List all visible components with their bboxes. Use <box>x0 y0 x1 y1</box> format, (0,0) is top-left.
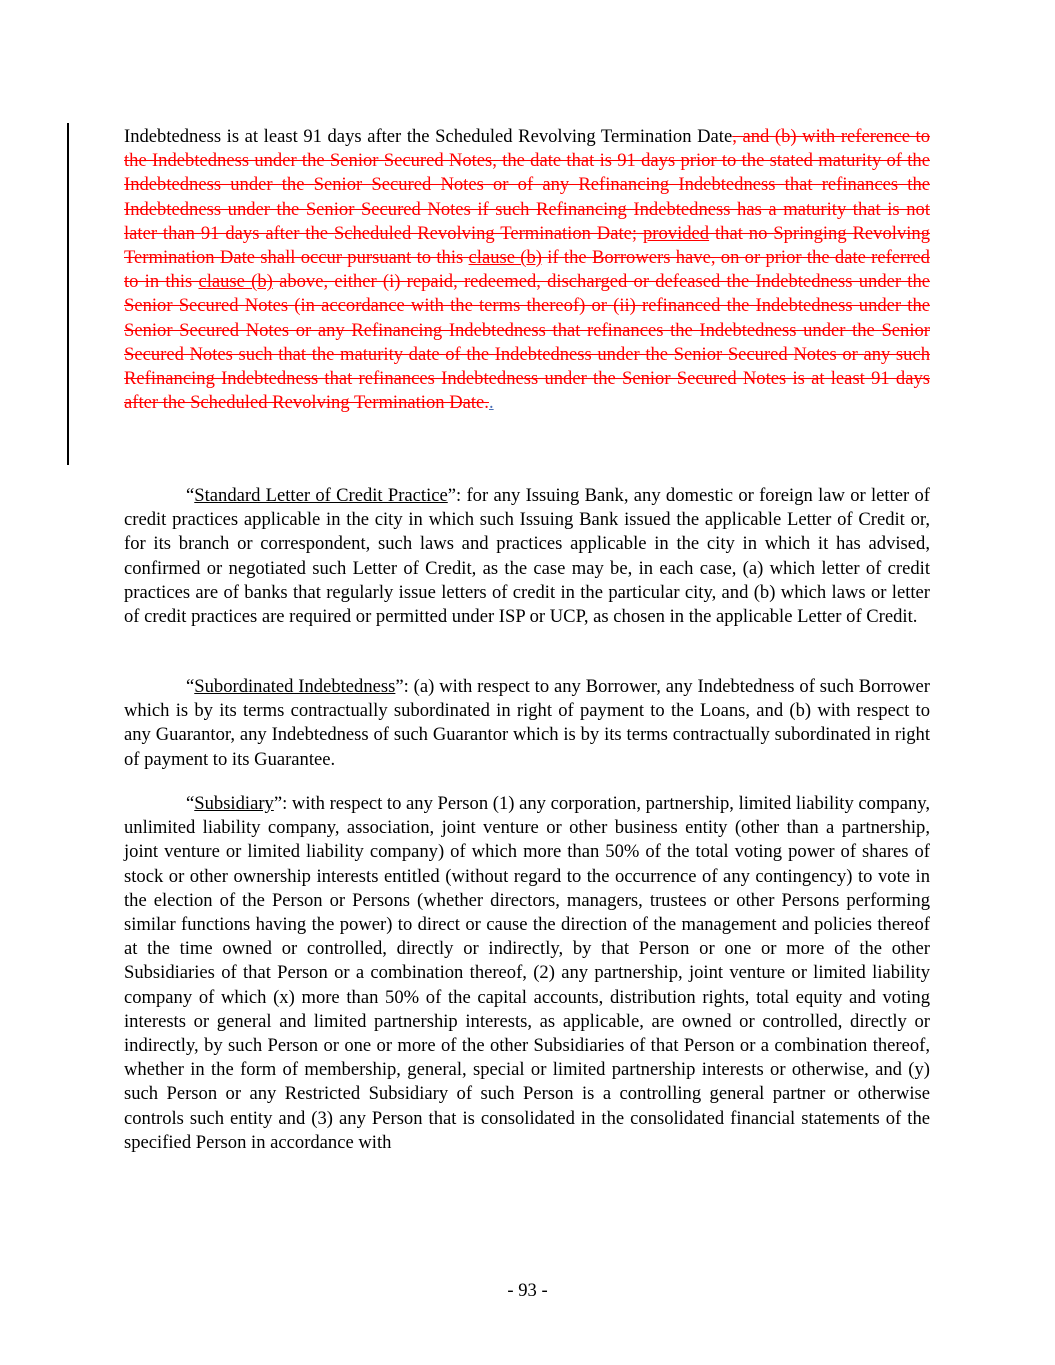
deleted-text: above, either (i) repaid, redeemed, discharged or defeased the Indebtedness under the Senior Secured Notes (in accordance with the terms thereof) or (ii) refinanced the Indebtedness under the Senior Secured Notes or any Refinancing Indebtedness that refinances the Indebtedness under the Senior Secured Notes such that the maturity date of the Indebtedness under the Senior Secured Notes or any such Refinancing Indebtedness that refinances Indebtedness under the Senior Secured Notes is at least 91 days after the Scheduled Revolving Termination Date. <box>124 271 931 414</box>
revision-change-bar <box>67 123 69 465</box>
definition-subordinated-indebtedness <box>124 675 930 772</box>
open-quote: “ <box>186 676 195 697</box>
definition-standard-letter-of-credit-practice <box>124 484 930 629</box>
definition-body: : (a) with respect to any Borrower, any Indebtedness of such Borrower which is by its terms contractually subordinated in right of payment to the Loans, and (b) with respect to any Guarantor, any Indebtedness of such Guarantor which is by its terms contractually subordinated in right of payment to its Guarantee. <box>124 676 930 770</box>
close-quote: ” <box>395 676 404 697</box>
kept-text: Indebtedness is at least 91 days after the Scheduled Revolving Termination Date <box>124 126 733 147</box>
defined-term: Subordinated Indebtedness <box>194 676 396 697</box>
deleted-clause-reference: clause (b) <box>198 271 273 293</box>
defined-term: Standard Letter of Credit Practice <box>194 485 448 506</box>
deleted-text: , and (b) with reference to the Indebtedness under the Senior Secured Notes, the date that is 91 days prior to the stated maturity of the Indebtedness under the Senior Secured Notes or of any Refinancing Indebtedness that refinances the Indebtedness under the Senior Secured Notes if such Refinancing Indebtedness has a maturity that is not later than 91 days after the Scheduled Revolving Termination Date; <box>124 126 931 244</box>
definition-body: : with respect to any Person (1) any corporation, partnership, limited liability company, unlimited liability company, association, joint venture or other business entity (other than a partnership, joint venture or limited liability company) of which more than 50% of the total voting power of shares of stock or other ownership interests entitled (without regard to the occurrence of any contingency) to vote in the election of the Person or Persons (whether directors, managers, trustees or other Persons performing similar functions having the power) to direct or cause the direction of the management and policies thereof at the time owned or controlled, directly or indirectly, by that Person or one or more of the other Subsidiaries of that Person or a combination thereof, (2) any partnership, joint venture or limited liability company of which (x) more than 50% of the capital accounts, distribution rights, total equity and voting interests or general and limited partnership interests, as applicable, are owned or controlled, directly or indirectly, by such Person or one or more of the other Subsidiaries of that Person or a combination thereof, whether in the form of membership, general, special or limited partnership interests or otherwise, and (y) such Person or any Restricted Subsidiary of such Person is a controlling general partner or otherwise controls such entity and (3) any Person that is consolidated in the consolidated financial statements of the specified Person in accordance with <box>124 793 930 1153</box>
continued-paragraph <box>124 125 930 415</box>
definition-subsidiary <box>124 792 930 1155</box>
definition-body: : for any Issuing Bank, any domestic or foreign law or letter of credit practices applicable in the city in which such Issuing Bank issued the applicable Letter of Credit or, for its branch or correspondent, such laws and practices applicable in the city in which it has advised, confirmed or negotiated such Letter of Credit, as the case may be, in each case, (a) which letter of credit practices are of banks that regularly issue letters of credit in the particular city, and (b) which laws or letter of credit practices are required or permitted under ISP or UCP, as chosen in the applicable Letter of Credit. <box>124 485 930 628</box>
deleted-provided: provided <box>642 222 710 244</box>
open-quote: “ <box>186 485 195 506</box>
deleted-clause-reference: clause (b) <box>468 247 542 269</box>
defined-term: Subsidiary <box>194 793 274 814</box>
open-quote: “ <box>186 793 195 814</box>
close-quote: ” <box>447 485 457 506</box>
inserted-period: . <box>488 392 494 414</box>
close-quote: ” <box>273 793 283 814</box>
deleted-text: that no Springing Revolving Termination Date shall occur pursuant to this <box>124 222 931 269</box>
deleted-text: if the Borrowers have, on or prior the date referred to in this <box>124 247 930 293</box>
page-number: - 93 - <box>507 1280 548 1301</box>
